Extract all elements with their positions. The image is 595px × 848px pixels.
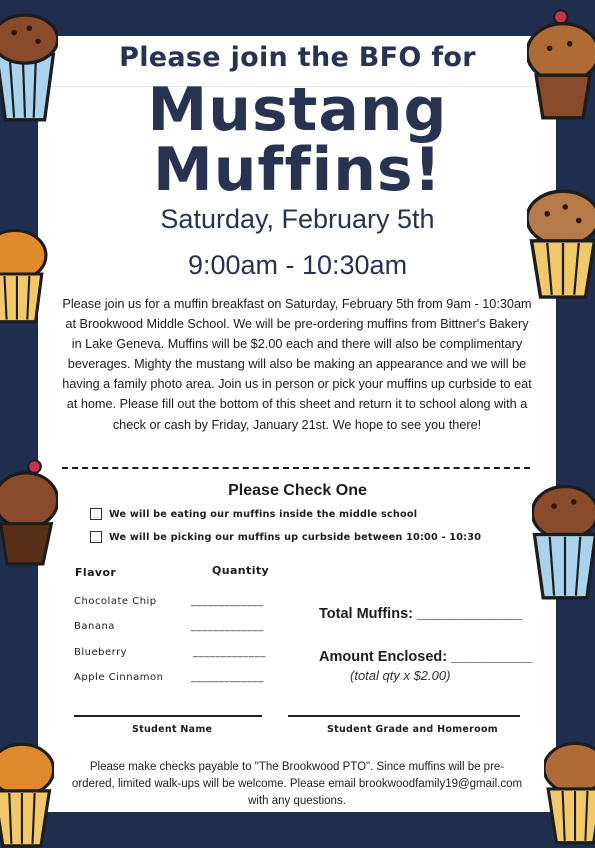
option-curbside[interactable] [90, 531, 481, 543]
flavor-row: Blueberry [74, 647, 128, 658]
footer-note: Please make checks payable to "The Brookwood PTO". Since muffins will be pre-ordered, limited walk-ups will be welcome. Please email brookwoodfamily19@gmail.com with any questions. [71, 761, 523, 807]
muffin-icon [527, 8, 595, 120]
checkbox[interactable] [90, 508, 102, 520]
muffin-icon [532, 480, 595, 600]
muffin-icon [0, 2, 58, 122]
quantity-blank[interactable]: _____________ [193, 647, 266, 658]
option-label: We will be eating our muffins inside the middle school [109, 509, 418, 520]
option-label: We will be picking our muffins up curbside between 10:00 - 10:30 [109, 532, 482, 543]
muffin-icon [0, 224, 48, 324]
event-description: Please join us for a muffin breakfast on Saturday, February 5th from 9am - 10:30am at Brookwood Middle School. We will be pre-ordering muffins from Bittner's Bakery in Lake Geneva. Muffins will be $2.00 each and there will also be complimentary beverages. Mighty the mustang will also be making an appearance and we will be having a family photo area. Join us in person or pick your muffins up curbside to eat at home. Please fill out the bottom of this sheet and return it to school along with a check or cash by Friday, January 21st. We hope to see you there! [62, 297, 532, 432]
event-date: Saturday, February 5th [160, 204, 435, 234]
cut-line [62, 467, 530, 469]
quantity-blank[interactable]: _____________ [191, 672, 264, 683]
event-time: 9:00am - 10:30am [187, 250, 408, 280]
student-name-line[interactable] [74, 715, 262, 717]
quantity-blank[interactable]: _____________ [191, 621, 264, 632]
flavor-row: Chocolate Chip [74, 596, 157, 607]
total-muffins[interactable]: Total Muffins: _____________ [319, 606, 522, 622]
muffin-icon [0, 456, 58, 566]
muffin-icon [0, 738, 54, 848]
quantity-header: Quantity [212, 564, 270, 577]
flavor-row: Banana [74, 621, 115, 632]
amount-enclosed[interactable]: Amount Enclosed: __________ [319, 649, 532, 665]
student-name-label: Student Name [132, 724, 213, 735]
title-line-2: Muffins! [153, 135, 442, 205]
grade-line[interactable] [288, 715, 520, 717]
checkbox[interactable] [90, 531, 102, 543]
heading: Please join the BFO for [119, 42, 476, 73]
option-eat-inside[interactable] [90, 508, 417, 520]
flavor-row: Apple Cinnamon [74, 672, 164, 683]
grade-label: Student Grade and Homeroom [327, 724, 498, 735]
quantity-blank[interactable]: _____________ [191, 596, 264, 607]
title-line-1: Mustang [147, 75, 448, 145]
muffin-icon [527, 186, 595, 300]
flavor-header: Flavor [75, 566, 117, 579]
muffin-icon [544, 736, 595, 846]
calc-note: (total qty x $2.00) [350, 668, 451, 683]
check-heading: Please Check One [228, 482, 367, 499]
